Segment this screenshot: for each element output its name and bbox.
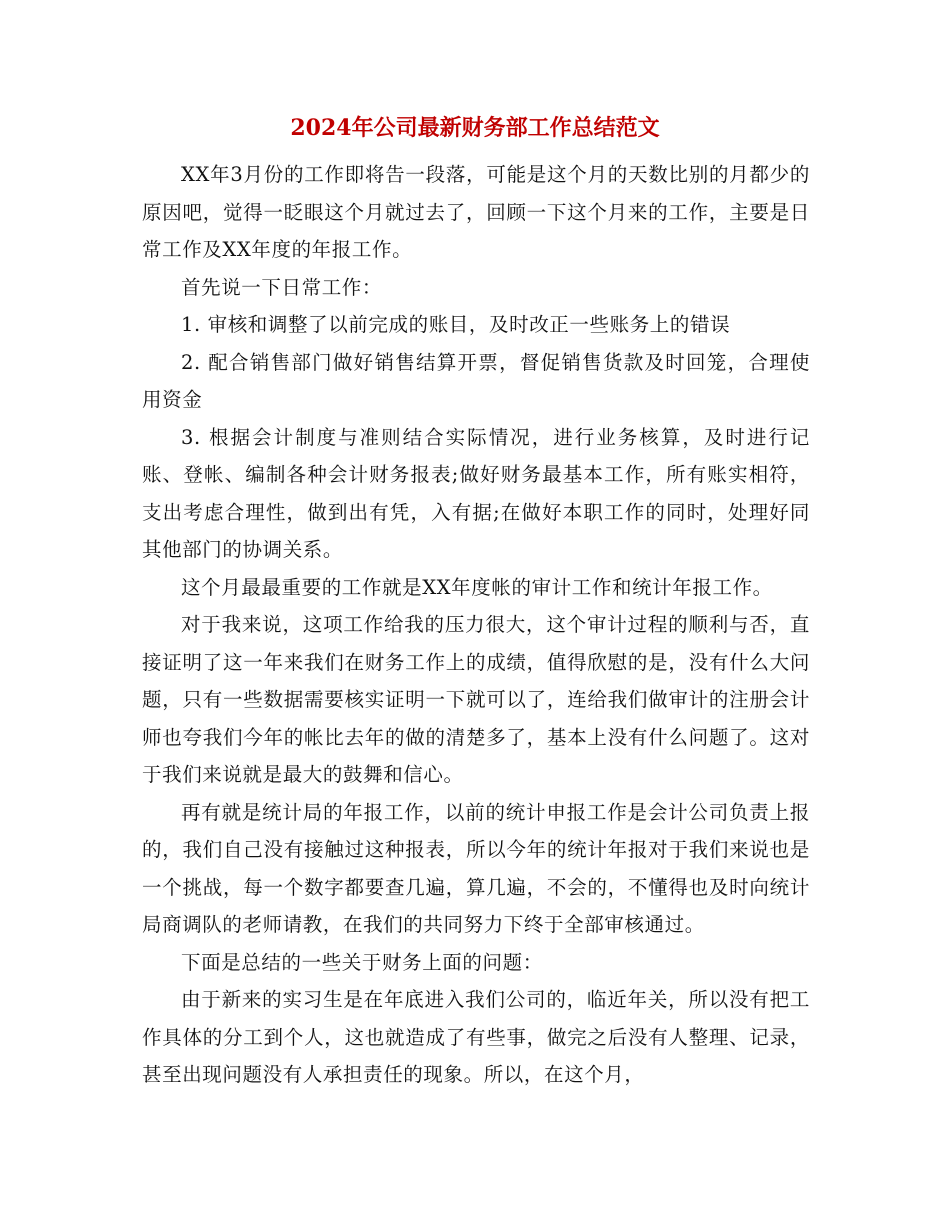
paragraph-issues-detail: 由于新来的实习生是在年底进入我们公司的，临近年关，所以没有把工作具体的分工到个人，这也就造成了有些事，做完之后没有人整理、记录，甚至出现问题没有人承担责任的现象。所以，在这个月，: [142, 988, 810, 1086]
paragraph-daily-work-heading: 首先说一下日常工作：: [181, 275, 383, 299]
document-body: [142, 156, 810, 1094]
paragraph-item-2: 2. 配合销售部门做好销售结算开票，督促销售货款及时回笼，合理使用资金: [142, 350, 810, 411]
paragraph-intro: XX年3月份的工作即将告一段落，可能是这个月的天数比别的月都少的原因吧，觉得一眨眼这个月就过去了，回顾一下这个月来的工作，主要是日常工作及XX年度的年报工作。: [142, 163, 810, 261]
paragraph-audit-detail: 对于我来说，这项工作给我的压力很大，这个审计过程的顺利与否，直接证明了这一年来我们在财务工作上的成绩，值得欣慰的是，没有什么大问题，只有一些数据需要核实证明一下就可以了，连给我们做审计的注册会计师也夸我们今年的帐比去年的做的清楚多了，基本上没有什么问题了。这对于我们来说就是最大的鼓舞和信心。: [142, 613, 810, 786]
paragraph-issues-heading: 下面是总结的一些关于财务上面的问题：: [181, 950, 543, 974]
paragraph-item-3: 3. 根据会计制度与准则结合实际情况，进行业务核算，及时进行记账、登帐、编制各种会计财务报表;做好财务最基本工作，所有账实相符，支出考虑合理性，做到出有凭，入有据;在做好本职工作的同时，处理好同其他部门的协调关系。: [142, 425, 810, 561]
document-title: 2024年公司最新财务部工作总结范文: [290, 115, 660, 141]
paragraph-statistics: 再有就是统计局的年报工作，以前的统计申报工作是会计公司负责上报的，我们自己没有接触过这种报表，所以今年的统计年报对于我们来说也是一个挑战，每一个数字都要查几遍，算几遍，不会的，不懂得也及时向统计局商调队的老师请教，在我们的共同努力下终于全部审核通过。: [142, 800, 810, 936]
paragraph-audit: 这个月最最重要的工作就是XX年度帐的审计工作和统计年报工作。: [181, 575, 773, 599]
paragraph-item-1: 1. 审核和调整了以前完成的账目，及时改正一些账务上的错误: [181, 313, 731, 336]
